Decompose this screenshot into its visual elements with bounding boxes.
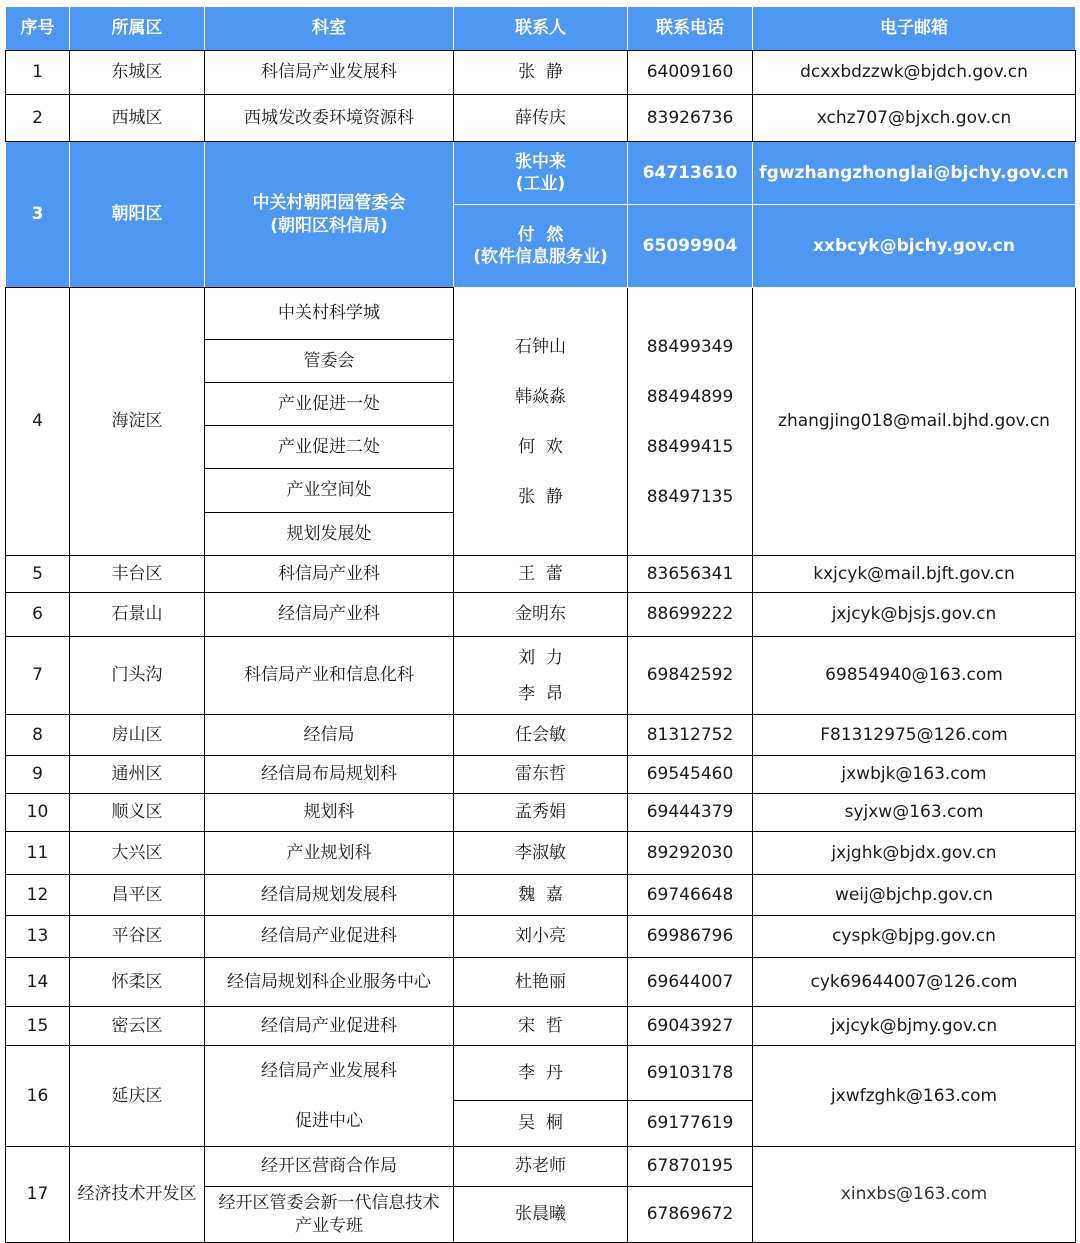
contact-name: 何 欢 — [518, 436, 563, 457]
district-cell: 丰台区 — [70, 556, 205, 593]
department-cell — [205, 1187, 454, 1243]
district-cell: 通州区 — [70, 756, 205, 794]
row-number: 5 — [6, 556, 70, 593]
email-cell: cyspk@bjpg.gov.cn — [753, 916, 1076, 958]
contact-cell: 雷东哲 — [454, 756, 628, 794]
district-cell: 平谷区 — [70, 916, 205, 958]
email-cell: 69854940@163.com — [753, 637, 1076, 715]
row-number: 15 — [6, 1007, 70, 1046]
row-number: 8 — [6, 715, 70, 756]
contact-cell: 王 蕾 — [454, 556, 628, 593]
contact-name: 刘 力 — [518, 647, 563, 668]
email-cell: kxjcyk@mail.bjft.gov.cn — [753, 556, 1076, 593]
table-row — [6, 593, 1076, 637]
table-row — [6, 1046, 1076, 1101]
table-row — [6, 958, 1076, 1007]
contact-name: 张中来 — [515, 151, 566, 172]
phone-cell: 88699222 — [628, 593, 753, 637]
email-cell: xxbcyk@bjchy.gov.cn — [753, 205, 1076, 288]
department-line: 促进中心 — [295, 1111, 363, 1131]
contact-cell: 刘小亮 — [454, 916, 628, 958]
row-number: 7 — [6, 637, 70, 715]
table-row — [6, 556, 1076, 593]
contact-list-cell — [454, 288, 628, 556]
row-number: 9 — [6, 756, 70, 794]
department-cell: 管委会 — [205, 340, 454, 383]
department-cell — [205, 1046, 454, 1147]
email-cell: syjxw@163.com — [753, 794, 1076, 832]
department-cell: 西城发改委环境资源科 — [205, 95, 454, 142]
department-cell: 产业空间处 — [205, 469, 454, 513]
row-number: 10 — [6, 794, 70, 832]
table-row — [6, 832, 1076, 875]
email-cell: cyk69644007@126.com — [753, 958, 1076, 1007]
department-cell: 规划科 — [205, 794, 454, 832]
district-cell: 延庆区 — [70, 1046, 205, 1147]
district-cell: 昌平区 — [70, 875, 205, 916]
contact-name: 付 然 — [517, 224, 564, 245]
phone-cell: 69746648 — [628, 875, 753, 916]
district-cell: 密云区 — [70, 1007, 205, 1046]
contact-cell: 杜艳丽 — [454, 958, 628, 1007]
contact-cell — [454, 142, 628, 205]
phone-number: 88499415 — [646, 436, 734, 457]
department-line: 中关村朝阳园管委会 — [252, 193, 406, 214]
contact-cell: 薛传庆 — [454, 95, 628, 142]
district-cell: 怀柔区 — [70, 958, 205, 1007]
table-row-highlighted — [6, 142, 1076, 205]
contact-cell: 任会敏 — [454, 715, 628, 756]
district-cell: 东城区 — [70, 51, 205, 95]
row-number: 4 — [6, 288, 70, 556]
table-row — [6, 794, 1076, 832]
header-row — [6, 7, 1076, 51]
phone-cell: 69177619 — [628, 1100, 753, 1146]
contact-name: 李 昂 — [518, 683, 563, 704]
phone-cell: 67870195 — [628, 1147, 753, 1187]
department-line: (朝阳区科信局) — [270, 215, 388, 236]
row-number: 2 — [6, 95, 70, 142]
email-cell: jxjcyk@bjmy.gov.cn — [753, 1007, 1076, 1046]
contact-note: (软件信息服务业) — [473, 247, 608, 267]
email-cell: F81312975@126.com — [753, 715, 1076, 756]
department-cell: 产业促进一处 — [205, 383, 454, 426]
department-cell: 产业规划科 — [205, 832, 454, 875]
phone-cell: 83926736 — [628, 95, 753, 142]
contact-cell: 吴 桐 — [454, 1100, 628, 1146]
department-cell — [205, 142, 454, 288]
header-district: 所属区 — [70, 7, 205, 51]
row-number: 14 — [6, 958, 70, 1007]
header-department: 科室 — [205, 7, 454, 51]
email-cell: weij@bjchp.gov.cn — [753, 875, 1076, 916]
department-cell: 科信局产业发展科 — [205, 51, 454, 95]
email-cell: jxjcyk@bjsjs.gov.cn — [753, 593, 1076, 637]
row-number: 11 — [6, 832, 70, 875]
department-cell: 经信局 — [205, 715, 454, 756]
contact-list-cell — [454, 637, 628, 715]
department-cell: 经信局产业科 — [205, 593, 454, 637]
phone-cell: 69545460 — [628, 756, 753, 794]
row-number: 16 — [6, 1046, 70, 1147]
email-cell: zhangjing018@mail.bjhd.gov.cn — [753, 288, 1076, 556]
contact-cell: 金明东 — [454, 593, 628, 637]
district-cell: 经济技术开发区 — [70, 1147, 205, 1243]
contact-table — [5, 6, 1076, 1243]
contact-cell: 张晨曦 — [454, 1187, 628, 1243]
district-cell: 大兴区 — [70, 832, 205, 875]
phone-cell: 83656341 — [628, 556, 753, 593]
phone-cell: 67869672 — [628, 1187, 753, 1243]
contact-name: 张 静 — [518, 486, 563, 507]
department-line: 经开区管委会新一代信息技术 — [218, 1193, 440, 1214]
table-row — [6, 1147, 1076, 1187]
table-row — [6, 875, 1076, 916]
department-cell: 科信局产业和信息化科 — [205, 637, 454, 715]
department-cell: 经开区营商合作局 — [205, 1147, 454, 1187]
table-row — [6, 916, 1076, 958]
phone-cell: 65099904 — [628, 205, 753, 288]
department-cell: 经信局布局规划科 — [205, 756, 454, 794]
district-cell: 石景山 — [70, 593, 205, 637]
department-line: 经信局产业发展科 — [261, 1061, 397, 1081]
department-cell: 中关村科学城 — [205, 288, 454, 340]
row-number: 6 — [6, 593, 70, 637]
row-number: 13 — [6, 916, 70, 958]
department-cell: 规划发展处 — [205, 513, 454, 556]
district-cell: 房山区 — [70, 715, 205, 756]
phone-cell: 69986796 — [628, 916, 753, 958]
table-row — [6, 51, 1076, 95]
phone-list-cell — [628, 288, 753, 556]
department-line: 产业专班 — [295, 1215, 363, 1236]
contact-cell: 苏老师 — [454, 1147, 628, 1187]
phone-cell: 81312752 — [628, 715, 753, 756]
table-row — [6, 95, 1076, 142]
contact-cell: 孟秀娟 — [454, 794, 628, 832]
row-number: 12 — [6, 875, 70, 916]
header-phone: 联系电话 — [628, 7, 753, 51]
phone-number: 88494899 — [646, 386, 734, 407]
table-row — [6, 756, 1076, 794]
district-cell: 顺义区 — [70, 794, 205, 832]
department-cell: 经信局产业促进科 — [205, 1007, 454, 1046]
email-cell: dcxxbdzzwk@bjdch.gov.cn — [753, 51, 1076, 95]
email-cell: jxwfzghk@163.com — [753, 1046, 1076, 1147]
email-cell: xchz707@bjxch.gov.cn — [753, 95, 1076, 142]
row-number: 1 — [6, 51, 70, 95]
contact-cell: 宋 哲 — [454, 1007, 628, 1046]
row-number: 3 — [6, 142, 70, 288]
district-cell: 海淀区 — [70, 288, 205, 556]
contact-cell — [454, 205, 628, 288]
header-no: 序号 — [6, 7, 70, 51]
phone-cell: 69644007 — [628, 958, 753, 1007]
email-cell: fgwzhangzhonglai@bjchy.gov.cn — [753, 142, 1076, 205]
department-cell: 经信局规划科企业服务中心 — [205, 958, 454, 1007]
phone-cell: 64009160 — [628, 51, 753, 95]
table-row — [6, 637, 1076, 715]
phone-cell: 69842592 — [628, 637, 753, 715]
district-cell: 西城区 — [70, 95, 205, 142]
district-cell: 门头沟 — [70, 637, 205, 715]
department-cell: 经信局规划发展科 — [205, 875, 454, 916]
header-contact: 联系人 — [454, 7, 628, 51]
department-cell: 经信局产业促进科 — [205, 916, 454, 958]
district-cell: 朝阳区 — [70, 142, 205, 288]
phone-number: 88497135 — [646, 486, 734, 507]
phone-cell: 64713610 — [628, 142, 753, 205]
phone-cell: 69043927 — [628, 1007, 753, 1046]
table-row — [6, 715, 1076, 756]
contact-cell: 李 丹 — [454, 1046, 628, 1101]
department-cell: 科信局产业科 — [205, 556, 454, 593]
contact-note: (工业) — [515, 174, 566, 194]
email-cell: xinxbs@163.com — [753, 1147, 1076, 1243]
contact-name: 韩焱淼 — [515, 386, 566, 407]
row-number: 17 — [6, 1147, 70, 1243]
contact-cell: 李淑敏 — [454, 832, 628, 875]
phone-cell: 89292030 — [628, 832, 753, 875]
contact-cell: 张 静 — [454, 51, 628, 95]
table-row — [6, 1007, 1076, 1046]
phone-cell: 69444379 — [628, 794, 753, 832]
email-cell: jxwbjk@163.com — [753, 756, 1076, 794]
header-email: 电子邮箱 — [753, 7, 1076, 51]
email-cell: jxjghk@bjdx.gov.cn — [753, 832, 1076, 875]
table-row — [6, 288, 1076, 340]
contact-name: 石钟山 — [515, 336, 566, 357]
phone-number: 88499349 — [646, 336, 734, 357]
contact-cell: 魏 嘉 — [454, 875, 628, 916]
department-cell: 产业促进二处 — [205, 426, 454, 469]
phone-cell: 69103178 — [628, 1046, 753, 1101]
